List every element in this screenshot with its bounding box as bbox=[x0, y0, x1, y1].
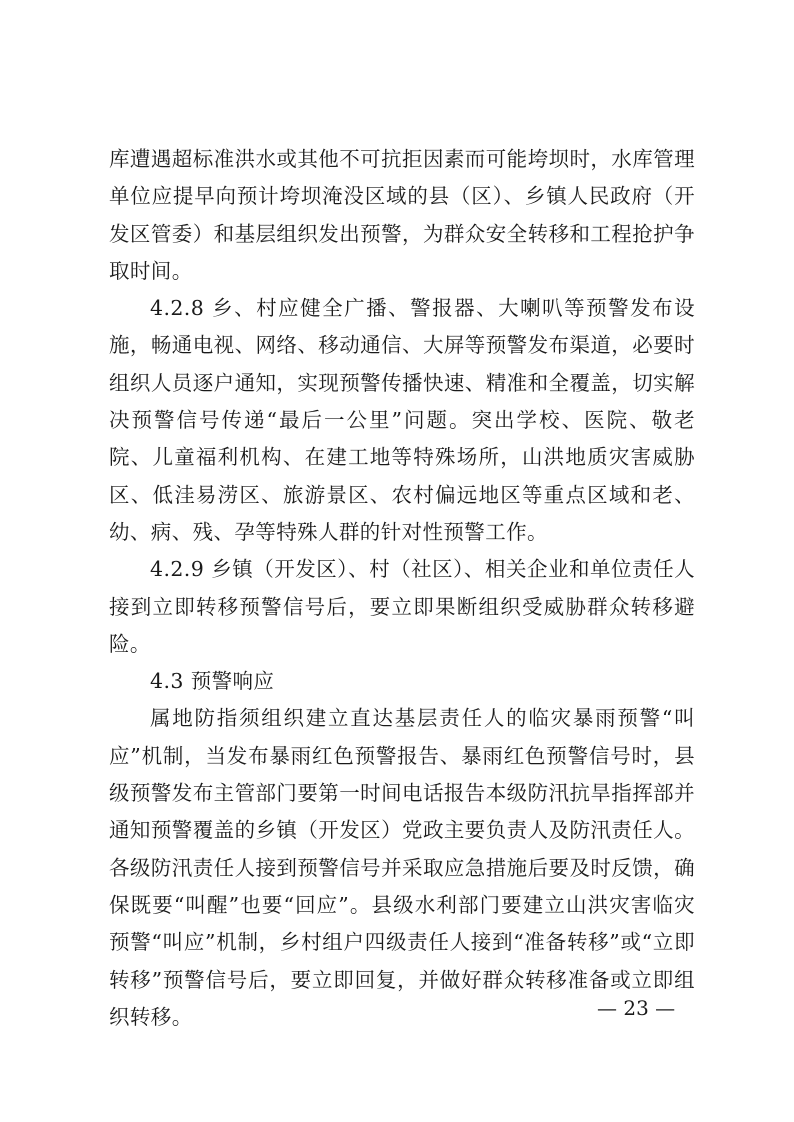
section-heading-4-3: 4.3 预警响应 bbox=[150, 669, 275, 694]
paragraph-4-2-9: 4.2.9 乡镇（开发区）、村（社区）、相关企业和单位责任人接到立即转移预警信号后，要立即果断组织受威胁群众转移避险。 bbox=[109, 557, 695, 656]
paragraph-continuation: 库遭遇超标准洪水或其他不可抗拒因素而可能垮坝时，水库管理单位应提早向预计垮坝淹没区域的县（区）、乡镇人民政府（开发区管委）和基层组织发出预警，为群众安全转移和工程抢护争取时间。 bbox=[109, 147, 695, 283]
paragraph-warning-response: 属地防指须组织建立直达基层责任人的临灾暴雨预警“叫应”机制，当发布暴雨红色预警报告、暴雨红色预警信号时，县级预警发布主管部门要第一时间电话报告本级防汛抗旱指挥部并通知预警覆盖的乡镇（开发区）党政主要负责人及防汛责任人。各级防汛责任人接到预警信号并采取应急措施后要及时反馈，确保既要“叫醒”也要“回应”。县级水利部门要建立山洪灾害临灾预警“叫应”机制，乡村组户四级责任人接到“准备转移”或“立即转移”预警信号后，要立即回复，并做好群众转移准备或立即组织转移。 bbox=[109, 706, 695, 1029]
page-number: — 23 — bbox=[597, 996, 676, 1020]
body-text bbox=[109, 141, 695, 1036]
paragraph-4-2-8: 4.2.8 乡、村应健全广播、警报器、大喇叭等预警发布设施，畅通电视、网络、移动通信、大屏等预警发布渠道，必要时组织人员逐户通知，实现预警传播快速、精准和全覆盖，切实解决预警信号传递“最后一公里”问题。突出学校、医院、敬老院、儿童福利机构、在建工地等特殊场所，山洪地质灾害威胁区、低洼易涝区、旅游景区、农村偏远地区等重点区域和老、幼、病、残、孕等特殊人群的针对性预警工作。 bbox=[109, 296, 695, 544]
